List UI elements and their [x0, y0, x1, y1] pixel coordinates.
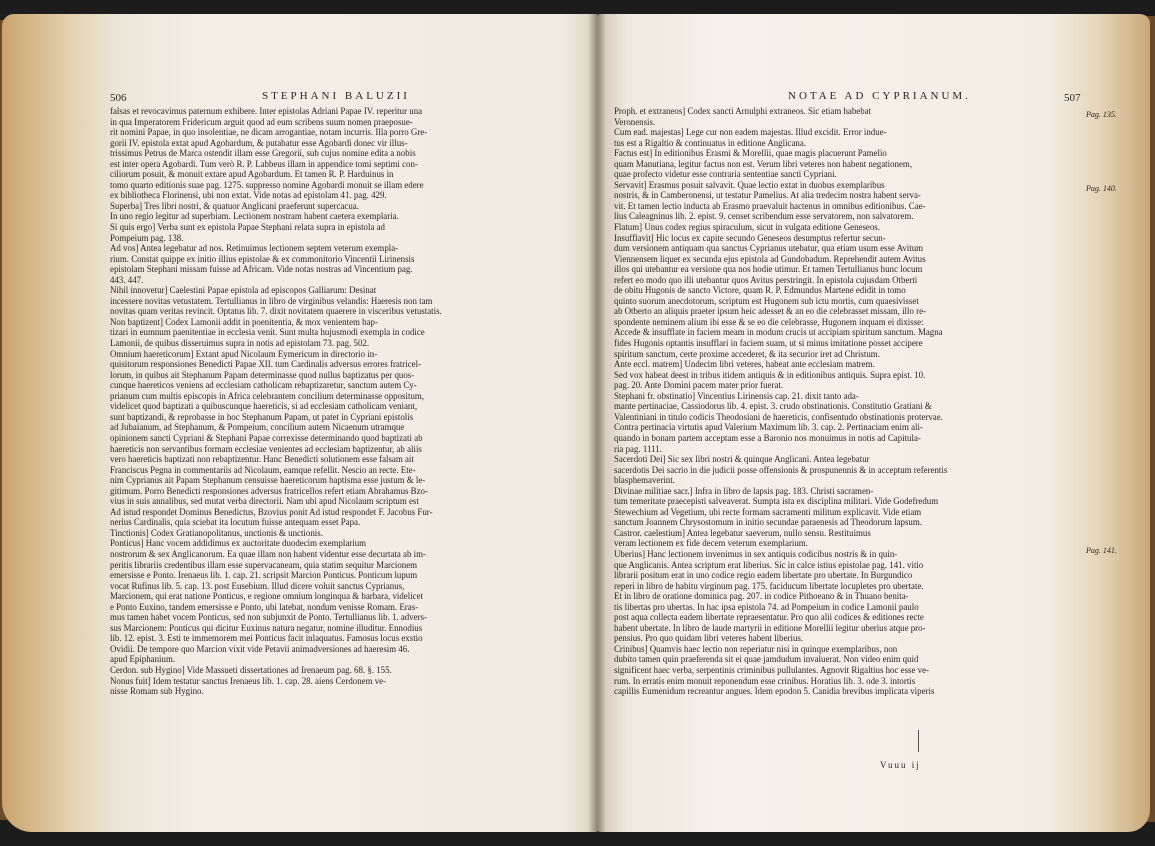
right-line: Insufflavit] Hic locus ex capite secundo Geneseos desumptus refertur secun-	[614, 232, 886, 243]
pencil-mark	[918, 730, 919, 752]
right-line: Crinibus] Quamvis haec lectio non reperiatur nisi in quinque exemplaribus, non	[614, 643, 898, 654]
right-line: mante pertinaciae, Cassiodorus lib. 4. epist. 3. crudo obstinationis. Constitutio Gratiani &	[614, 401, 932, 412]
right-line: pag. 20. Ante Domini pacem mater prior fuerat.	[614, 380, 784, 391]
left-line: sunt baptizandi, & reprobasse in hoc Stephanum Papam, ut patet in Cypriani epistolis	[110, 411, 414, 422]
right-line: nostris, & in Camberonensi, ut testatur Pamelius. At alia tredecim nostra habent serva-	[614, 190, 921, 201]
right-line: Castror. caelestium] Antea legebatur saeverum, nullo sensu. Restituimus	[614, 527, 871, 538]
left-line: apud Epiphanium.	[110, 654, 176, 665]
left-line: Superba] Tres libri nostri, & quatuor Anglicani praeferunt supercacua.	[110, 200, 359, 211]
right-line: Ante eccl. matrem] Undecim libri veteres, habeat ante ecclesiam matrem.	[614, 359, 875, 370]
right-running-head: NOTAE AD CYPRIANUM.	[788, 90, 971, 102]
left-line: haereticis non servantibus formam ecclesiae venientes ad ecclesiam baptizentur, ab aliis	[110, 443, 422, 454]
left-line: ex bibliotheca Florinensi, ubi non extat. Vide notas ad epistolam 41. pag. 429.	[110, 190, 387, 201]
left-line: emersisse e Ponto. Irenaeus lib. 1. cap. 21. scripsit Marcion Ponticus. Ponticum lupum	[110, 570, 418, 581]
right-line: de obitu Hugonis de sancto Victore, quam R. P. Edmundus Martene edidit in tomo	[614, 285, 906, 296]
right-line: ab Otberto an aliquis praeter ipsum heic adesset & an eo die celebrasset missam, illo re-	[614, 306, 926, 317]
left-line: nerius Cardinalis, quia sciebat ita locutum fuisse antequam esset Papa.	[110, 517, 361, 528]
right-line: Stewechium ad Vegetium, ubi recte formam sacramenti militum explicavit. Vide etiam	[614, 506, 922, 517]
left-line: gorii IV. epistola extat apud Agobardum, & putabatur esse Agobardi donec vir illus-	[110, 137, 408, 148]
right-line: quando in bonam partem acceptam esse a Baronio nos monuimus in notis ad Capitula-	[614, 432, 921, 443]
left-line: Marcionem, qui erat natione Ponticus, e regione omnium longinqua & barbara, videlicet	[110, 591, 423, 602]
right-line: tum temeritate praecepisti salveaverat. Sumpta ista ex disciplina militari. Vide Godefredum	[614, 496, 939, 507]
right-line: Veronensis.	[614, 116, 656, 127]
right-line: ria pag. 1111.	[614, 443, 662, 454]
right-line: librarii positum erat in uno codice regio eadem libertate pro ubertate. In Burgundico	[614, 570, 913, 581]
right-line: capillis Eumenidum recreantur angues. Idem epodon 5. Canidia brevibus implicata viperis	[614, 686, 935, 697]
left-line: ad Jubaianum, ad Stephanum, & Pompeium, concilium autem Nicaenum utramque	[110, 422, 405, 433]
right-line: Valentiniani in titulo codicis Theodosiani de haereticis, confisentudo obstinationis protervae.	[614, 411, 943, 422]
left-line: vocat Rufinus lib. 5. cap. 13. post Eusebium. Illud dicere voluit sanctus Cyprianus,	[110, 580, 405, 591]
left-line: Ad istud respondet Dominus Benedictus, Bzovius ponit Ad istud respondet F. Jacobus Fur-	[110, 506, 433, 517]
left-line: sus Marcionem: Ponticus qui dicitur Euxinus natura negatur, nomine illuditur. Ennodius	[110, 622, 423, 633]
right-page-text	[614, 106, 1084, 697]
left-line: epistolam Stephani missam fuisse ad Africam. Vide notas nostras ad Vincentium pag.	[110, 264, 413, 275]
left-line: Ad vos] Antea legebatur ad nos. Retinuimus lectionem septem veterum exempla-	[110, 243, 399, 254]
right-line: Servavit] Erasmus posuit salvavit. Quae lectio extat in duobus exemplaribus	[614, 179, 885, 190]
left-line: lorum, in quibus ait Stephanum Papam determinasse quod nullus baptizatus per quos-	[110, 369, 415, 380]
right-line: rum. In erratis enim monuit reponendum esse crinibus. Horatius lib. 3. ode 3. intortis	[614, 675, 916, 686]
right-line: reperi in libro de habitu virginum pag. 175. faciducum libertate locupletes pro ubertate.	[614, 580, 924, 591]
left-line: Nihil innovetur] Caelestini Papae epistola ad episcopos Galliarum: Desinat	[110, 285, 377, 296]
left-line: Franciscus Pegna in commentariis ad Nicolaum, eamque refellit. Nescio an recte. Ete-	[110, 464, 416, 475]
left-line: peritis librariis credentibus illam esse supervacaneam, quia statim sequitur Marcionem	[110, 559, 418, 570]
left-line: tomo quarto editionis suae pag. 1275. suppresso nomine Agobardi monuit se illam edere	[110, 179, 424, 190]
margin-note-1: Pag. 135.	[1086, 110, 1117, 119]
left-line: incessere novitas vetustatem. Tertullianus in libro de virginibus velandis: Haeresis non tam	[110, 295, 433, 306]
left-line: Omnium haereticorum] Extant apud Nicolaum Eymericum in directorio in-	[110, 348, 378, 359]
left-line: est inter opera Agobardi. Tum verò R. P. Labbeus illam in appendice tomi septimi con-	[110, 158, 418, 169]
left-running-head: STEPHANI BALUZII	[262, 90, 410, 102]
right-line: quam Manutiana, legitur factus non est. Verum libri veteres non habent negationem,	[614, 158, 913, 169]
left-line: In uno regio legitur ad superbiam. Lectionem nostram habent caetera exemplaria.	[110, 211, 399, 222]
right-line: refert eo modo quo illi utebantur quos Avitus perstringit. In epistola cujusdam Otberti	[614, 274, 918, 285]
right-line: sanctum Joannem Chrysostomum in initio secundae paraenesis ad Theodorum lapsum.	[614, 517, 922, 528]
right-line: spondente neminem alium ibi esse & se eo die celebrasse, Hugonem inquam ei dixisse:	[614, 316, 924, 327]
left-line: videlicet quod baptizati a quibuscunque haereticis, si ad ecclesiam catholicam veniant,	[110, 401, 418, 412]
right-line: pensius. Pro quo quidam libri veteres habent liberius.	[614, 633, 804, 644]
left-line: ciliorum posuit, & monuit extare apud Agobardum. Et tamen R. P. Harduinus in	[110, 169, 394, 180]
right-line: quae profecto videtur esse contraria sententiae sancti Cypriani.	[614, 169, 837, 180]
right-line: habent ubertate. In libro de laude martyrii in editione Morellii legitur uberius atque pro-	[614, 622, 926, 633]
right-page	[598, 14, 1150, 832]
right-line: Et in libro de oratione dominica pag. 207. in codice Pithoeano & in Thuano benita-	[614, 591, 909, 602]
left-line: 443. 447.	[110, 274, 144, 285]
left-line: Pompeium pag. 138.	[110, 232, 184, 243]
left-line: Non baptizent] Codex Lamonii addit in poenitentia, & mox venientem bap-	[110, 316, 378, 327]
left-line: Ponticus] Hanc vocem addidimus ex auctoritate duodecim exemplarium	[110, 538, 367, 549]
right-line: dum versionem antiquam qua sanctus Cyprianus utebatur, qua etiam usum esse Avitum	[614, 243, 924, 254]
right-line: que Anglicanis. Antea scriptum erat liberius. Sic in calce istius epistolae pag. 141. vitio	[614, 559, 924, 570]
right-line: Stephani fr. obstinatio] Vincentius Lirinensis cap. 21. dixit tanto ada-	[614, 390, 859, 401]
left-line: Lamonii, de quibus disseruimus supra in notis ad epistolam 73. pag. 502.	[110, 338, 370, 349]
right-page-number: 507	[1064, 92, 1081, 104]
right-line: post aqua collecta eadem libertate repraesentatur. Pro quo alii codices & editiones recte	[614, 612, 924, 623]
left-page-number: 506	[110, 92, 127, 104]
left-line: e Ponto Euxino, tandem emersisse e Ponto, ubi latebat, nondum venisse Romam. Eras-	[110, 601, 419, 612]
left-line: cunque haereticos veniens ad ecclesiam catholicam rebaptizaretur, sanctum autem Cy-	[110, 380, 417, 391]
right-line: veram lectionem ex fide decem veterum exemplarium.	[614, 538, 808, 549]
right-line: sacerdotis Dei sacrio in die judicii posse offensionis & prospunennis & in acceptum referentis	[614, 464, 948, 475]
left-line: nim Cyprianus ait Papam Stephanum censuisse haereticorum baptisma esse justum & le-	[110, 475, 426, 486]
left-line: Tinctionis] Codex Gratianopolitanus, unctionis & unctionis.	[110, 527, 323, 538]
left-line: prianum cum multis episcopis in Africa celebrantem concilium determinasse oppositum,	[110, 390, 424, 401]
left-line: mus tamen habet vocem Ponticus, sed non subjunxit de Ponto. Tertullianus lib. 1. advers-	[110, 612, 427, 623]
right-line: quinto suorum anecdotorum, scriptum est Hugonem sub ictu mortis, cum quaesivisset	[614, 295, 919, 306]
right-line: Sed vox habeat deest in tribus itidem antiquis & in editionibus antiquis. Supra epist. 10.	[614, 369, 926, 380]
left-line: opinionem sancti Cypriani & Stephani Papae correxisse determinando quod baptizati ab	[110, 432, 423, 443]
left-line: quisitorum responsiones Benedicti Papae XII. tum Cardinalis adversus errores fratricel-	[110, 359, 422, 370]
left-line: trissimus Petrus de Marca ostendit illam esse Gregorii, sub cujus nomine edita a nobis	[110, 148, 416, 159]
right-line: Sacerdoti Dei] Sic sex libri nostri & quinque Anglicani. Antea legebatur	[614, 454, 870, 465]
left-page-text	[110, 106, 582, 697]
left-line: lib. 12. epist. 3. Esti te immemorem mei Ponticus facit inlaquatus. Famosus locus exstio	[110, 633, 423, 644]
left-line: gitimum. Porro Benedicti responsiones adversus fratricellos refert etiam Abrahamus Bzo-	[110, 485, 428, 496]
left-line: vero haereticis baptizati non rebaptizentur. Hanc Benedicti solutionem esse falsam ait	[110, 454, 414, 465]
right-line: significent haec verba, serpentinis criminibus pullulantes. Agnovit Rigaltius hoc esse ve-	[614, 664, 929, 675]
right-line: vit. Et tamen lectio inducta ab Erasmo praevaluit hactenus in omnibus editionibus. Cae-	[614, 200, 926, 211]
right-line: Proph. et extraneos] Codex sancti Arnulphi extraneos. Sic etiam habebat	[614, 106, 872, 116]
margin-note-2: Pag. 140.	[1086, 184, 1117, 193]
left-line: Nonus fuit] Idem testatur sanctus Irenaeus lib. 1. cap. 28. aiens Cerdonem ve-	[110, 675, 387, 686]
right-line: dubito tamen quin praeferenda sit ei quae jamdudum invaluerat. Non video enim quid	[614, 654, 919, 665]
right-line: tus est a Rigaltio & continuatus in editione Anglicana.	[614, 137, 807, 148]
left-line: nisse Romam sub Hygino.	[110, 686, 204, 697]
right-line: Divinae militiae sacr.] Infra in libro de lapsis pag. 183. Christi sacramen-	[614, 485, 874, 496]
right-line: illos qui utebantur ea versione qua nos hodie utimur. Et tamen Tertullianus hunc locum	[614, 264, 923, 275]
right-line: spiritum sanctum, certe proxime accederet, & ita securior iret ad Christum.	[614, 348, 880, 359]
right-line: blasphemaverint.	[614, 475, 675, 486]
right-line: Factus est] In editionibus Erasmi & Morellii, quae magis placuerunt Pamelio	[614, 148, 887, 159]
right-line: fides Hugonis optantis insufflari in faciem suam, ut si minus imitatione posset accipere	[614, 338, 923, 349]
left-line: in qua Imperatorem Fridericum arguit quod ad eum scribens suum nomen praeposue-	[110, 116, 413, 127]
right-line: Contra pertinacia virtutis apud Valerium Maximum lib. 3. cap. 2. Pertinaciam enim ali-	[614, 422, 923, 433]
right-line: Uberius] Hanc lectionem invenimus in sex antiquis codicibus nostris & in quin-	[614, 548, 898, 559]
left-line: falsas et revocavimus paternum exhibere. Inter epistolas Adriani Papae IV. reperitur una	[110, 106, 423, 116]
left-line: Si quis ergo] Verba sunt ex epistola Papae Stephani relata supra in epistola ad	[110, 222, 385, 233]
left-line: rit nomini Papae, in quo insolentiae, ne dicam arrogantiae, notam incurris. Illa porro Gre-	[110, 127, 428, 138]
right-line: Viennensem liquet ex secunda ejus epistola ad Gundobadum. Reprehendit autem Avitus	[614, 253, 926, 264]
right-line: Accede & insufflate in faciem meam in modum crucis ut accipiam spiritum sanctum. Magna	[614, 327, 943, 338]
signature-mark: Vuuu ij	[880, 760, 921, 770]
right-line: Cum ead. majestas] Lege cur non eadem majestas. Illud excidit. Error indue-	[614, 127, 887, 138]
book-gutter	[588, 14, 606, 832]
left-line: rium. Constat quippe ex initio illius epistolae & ex commonitorio Vincentii Lirinensis	[110, 253, 415, 264]
left-line: Cerdon. sub Hygino] Vide Massueti dissertationes ad Irenaeum pag. 68. §. 155.	[110, 664, 392, 675]
left-line: novitas quam veritas revincit. Optatus lib. 7. dixit novitatem quaerere in visceribus vetustatis.	[110, 306, 442, 317]
left-line: vius in suis annalibus, sed mutat verba directorii. Nam ubi apud Nicolaum scriptum est	[110, 496, 419, 507]
right-line: tis libertas pro ubertas. In hac ipsa epistola 74. ad Pompeium in codice Lamonii paulo	[614, 601, 919, 612]
left-line: tizari in eumnum paenitentiae in ecclesia venit. Sunt multa hujusmodi exempla in codice	[110, 327, 425, 338]
left-line: Ovidii. De tempore quo Marcion vixit vide Petavii animadversiones ad haeresim 46.	[110, 643, 410, 654]
left-line: nostrorum & sex Anglicanorum. Ea quae illam non habent videntur esse decurtata ab im-	[110, 548, 426, 559]
right-line: lius Caleagninus lib. 2. epist. 9. censet scribendum esse servatorem, non salvatorem.	[614, 211, 914, 222]
margin-note-3: Pag. 141.	[1086, 546, 1117, 555]
right-line: Flatum] Unus codex regius spiraculum, sicut in vulgata editione Geneseos.	[614, 222, 880, 233]
left-page	[2, 14, 598, 832]
